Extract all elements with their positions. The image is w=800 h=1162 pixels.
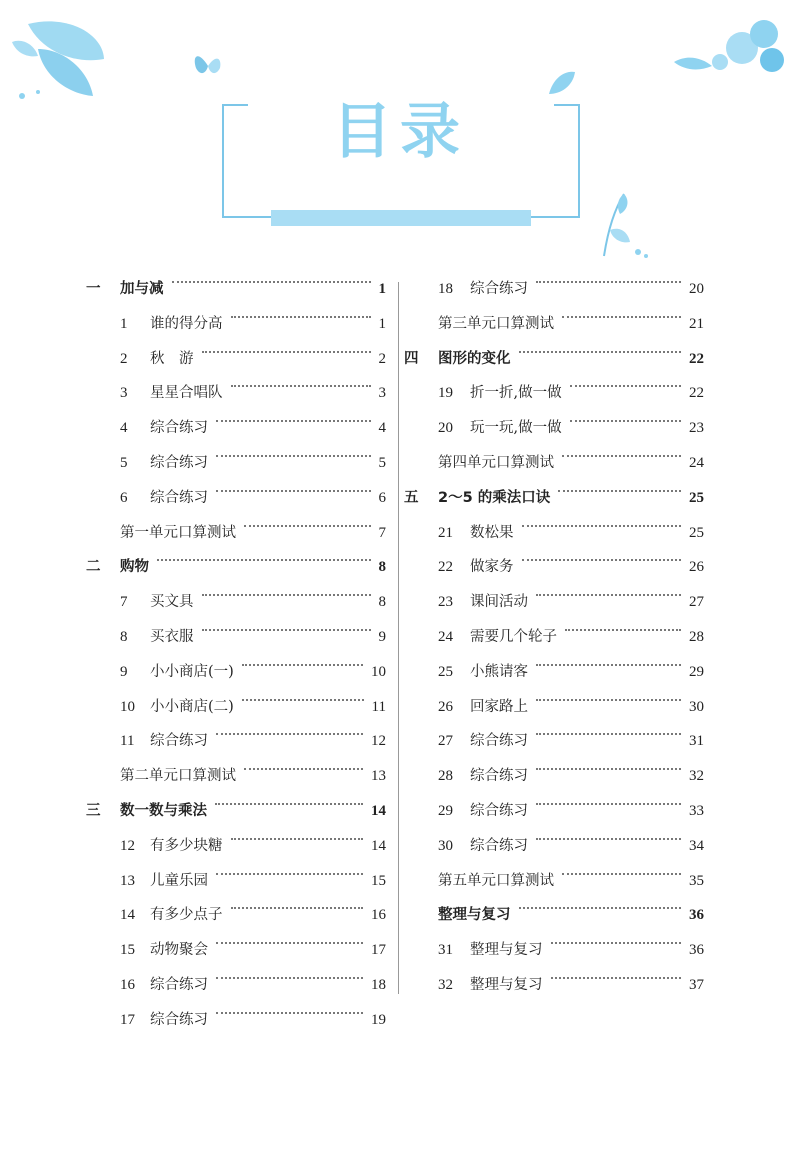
toc-entry-lesson[interactable]: [86, 690, 386, 725]
toc-entry-lesson[interactable]: [86, 724, 386, 759]
entry-title: 买文具: [150, 594, 194, 611]
toc-entry-lesson[interactable]: [86, 376, 386, 411]
dot-leader: [570, 385, 681, 387]
lesson-number: 24: [438, 628, 453, 645]
entry-title: 第五单元口算测试: [438, 872, 554, 889]
page-number: 7: [378, 524, 386, 541]
entry-title: 做家务: [470, 559, 514, 576]
page-number: 34: [689, 837, 704, 854]
lesson-number: 18: [438, 281, 453, 297]
dot-leader: [215, 803, 363, 805]
entry-title: 2～5 的乘法口诀: [438, 489, 551, 506]
toc-entry-lesson[interactable]: [404, 829, 704, 864]
page-number: 18: [371, 976, 386, 993]
lesson-number: 26: [438, 698, 453, 715]
toc-entry-lesson[interactable]: [86, 342, 386, 377]
toc-column-right: [404, 272, 704, 1003]
lesson-number: 3: [120, 385, 128, 402]
lesson-number: 27: [438, 733, 453, 750]
dot-leader: [216, 977, 363, 979]
dot-leader: [551, 977, 682, 979]
entry-title: 综合练习: [470, 802, 528, 819]
page-number: 22: [689, 350, 704, 367]
entry-title: 小小商店(二): [150, 698, 234, 715]
toc-entry-lesson[interactable]: [404, 272, 704, 307]
lesson-number: 1: [120, 315, 128, 332]
page-number: 25: [689, 489, 704, 506]
toc-entry-lesson[interactable]: [86, 829, 386, 864]
dot-leader: [551, 942, 682, 944]
dot-leader: [536, 281, 681, 283]
toc-entry-lesson[interactable]: [404, 620, 704, 655]
page-number: 32: [689, 768, 704, 785]
toc-entry-lesson[interactable]: [404, 411, 704, 446]
page-number: 23: [689, 420, 704, 437]
entry-title: 数松果: [470, 524, 514, 541]
entry-title: 综合练习: [150, 489, 208, 506]
butterfly-icon: [190, 46, 226, 86]
dot-leader: [562, 316, 681, 318]
page-number: 1: [378, 315, 386, 332]
lesson-number: 22: [438, 559, 453, 576]
lesson-number: 29: [438, 802, 453, 819]
lesson-number: 19: [438, 385, 453, 402]
unit-number: 二: [86, 559, 101, 576]
dot-leader: [216, 733, 363, 735]
toc-entry-unit[interactable]: [86, 550, 386, 585]
lesson-number: 5: [120, 454, 128, 471]
toc-entry-lesson[interactable]: [86, 481, 386, 516]
unit-number: 五: [404, 489, 419, 506]
toc-entry-lesson[interactable]: [86, 446, 386, 481]
entry-title: 第一单元口算测试: [120, 524, 236, 541]
page-number: 16: [371, 907, 386, 924]
toc-entry-lesson[interactable]: [86, 933, 386, 968]
toc-entry-lesson[interactable]: [404, 516, 704, 551]
page-number: 1: [378, 281, 386, 297]
lesson-number: 10: [120, 698, 135, 715]
dot-leader: [519, 351, 682, 353]
page-number: 19: [371, 1011, 386, 1028]
entry-title: 第二单元口算测试: [120, 768, 236, 785]
toc-entry-lesson[interactable]: [86, 411, 386, 446]
entry-title: 购物: [120, 559, 149, 576]
lesson-number: 4: [120, 420, 128, 437]
dot-leader: [216, 455, 371, 457]
column-divider: [398, 282, 399, 994]
dot-leader: [216, 873, 363, 875]
toc-entry-lesson[interactable]: [404, 968, 704, 1003]
page-number: 14: [371, 802, 386, 819]
dot-leader: [231, 838, 364, 840]
toc-column-left: [86, 272, 386, 1038]
lesson-number: 14: [120, 907, 135, 924]
page-number: 14: [371, 837, 386, 854]
toc-entry-lesson[interactable]: [86, 620, 386, 655]
dot-leader: [216, 420, 371, 422]
page-number: 20: [689, 281, 704, 297]
toc-entry-unit[interactable]: [86, 794, 386, 829]
lesson-number: 13: [120, 872, 135, 889]
dot-leader: [216, 490, 371, 492]
entry-title: 综合练习: [150, 454, 208, 471]
toc-entry-lesson[interactable]: [404, 759, 704, 794]
dot-leader: [216, 1012, 363, 1014]
toc-entry-lesson[interactable]: [404, 376, 704, 411]
page-number: 33: [689, 802, 704, 819]
lesson-number: 21: [438, 524, 453, 541]
lesson-number: 32: [438, 976, 453, 993]
toc-entry-lesson[interactable]: [86, 864, 386, 899]
toc-entry-lesson[interactable]: [86, 898, 386, 933]
dot-leader: [522, 525, 682, 527]
toc-entry-lesson[interactable]: [404, 933, 704, 968]
dot-leader: [244, 525, 371, 527]
entry-title: 小熊请客: [470, 663, 528, 680]
dot-leader: [562, 455, 681, 457]
entry-title: 综合练习: [150, 733, 208, 750]
page-number: 29: [689, 663, 704, 680]
page-number: 11: [371, 698, 386, 715]
unit-number: 四: [404, 350, 419, 367]
entry-title: 有多少块糖: [150, 837, 223, 854]
entry-title: 秋 游: [150, 350, 194, 367]
lesson-number: 30: [438, 837, 453, 854]
page-number: 12: [371, 733, 386, 750]
toc-entry-lesson[interactable]: [404, 724, 704, 759]
page-title: 目录: [332, 97, 468, 167]
page-number: 4: [378, 420, 386, 437]
entry-title: 买衣服: [150, 628, 194, 645]
entry-title: 玩一玩,做一做: [470, 420, 562, 437]
toc-entry-lesson[interactable]: [86, 307, 386, 342]
lesson-number: 16: [120, 976, 135, 993]
entry-title: 综合练习: [470, 281, 528, 297]
lesson-number: 2: [120, 350, 128, 367]
dot-leader: [536, 699, 681, 701]
toc-entry-test[interactable]: [404, 307, 704, 342]
lesson-number: 15: [120, 942, 135, 959]
lesson-number: 9: [120, 663, 128, 680]
entry-title: 整理与复习: [470, 942, 543, 959]
page-number: 22: [689, 385, 704, 402]
entry-title: 数一数与乘法: [120, 802, 207, 819]
lesson-number: 12: [120, 837, 135, 854]
dot-leader: [157, 559, 371, 561]
page-number: 3: [378, 385, 386, 402]
page-number: 10: [371, 663, 386, 680]
lesson-number: 11: [120, 733, 135, 750]
dot-leader: [231, 316, 371, 318]
flower-decoration-top-right: [672, 14, 792, 84]
dot-leader: [522, 559, 682, 561]
entry-title: 折一折,做一做: [470, 385, 562, 402]
page-number: 8: [378, 559, 386, 576]
toc-entry-lesson[interactable]: [86, 968, 386, 1003]
toc-entry-lesson[interactable]: [86, 655, 386, 690]
page-number: 25: [689, 524, 704, 541]
entry-title: 综合练习: [470, 837, 528, 854]
toc-entry-test[interactable]: [86, 759, 386, 794]
entry-title: 综合练习: [150, 976, 208, 993]
page-number: 2: [378, 350, 386, 367]
page-number: 28: [689, 628, 704, 645]
entry-title: 动物聚会: [150, 942, 208, 959]
plant-decoration-right: [594, 190, 654, 260]
entry-title: 综合练习: [470, 768, 528, 785]
dot-leader: [536, 838, 681, 840]
page-number: 36: [689, 907, 704, 924]
dot-leader: [244, 768, 363, 770]
dot-leader: [202, 594, 371, 596]
entry-title: 谁的得分高: [150, 315, 223, 332]
entry-title: 小小商店(一): [150, 663, 234, 680]
toc-entry-test[interactable]: [404, 864, 704, 899]
dot-leader: [536, 594, 681, 596]
dot-leader: [536, 768, 681, 770]
toc-entry-lesson[interactable]: [404, 655, 704, 690]
entry-title: 综合练习: [150, 420, 208, 437]
lesson-number: 17: [120, 1011, 135, 1028]
page-number: 30: [689, 698, 704, 715]
dot-leader: [231, 907, 364, 909]
toc-entry-lesson[interactable]: [404, 690, 704, 725]
dot-leader: [172, 281, 371, 283]
dot-leader: [202, 629, 371, 631]
lesson-number: 8: [120, 628, 128, 645]
dot-leader: [562, 873, 681, 875]
entry-title: 课间活动: [470, 594, 528, 611]
entry-title: 综合练习: [150, 1011, 208, 1028]
page-number: 36: [689, 942, 704, 959]
dot-leader: [242, 699, 364, 701]
entry-title: 需要几个轮子: [470, 628, 557, 645]
dot-leader: [536, 664, 681, 666]
page-number: 6: [378, 489, 386, 506]
toc-entry-unit[interactable]: [404, 481, 704, 516]
dot-leader: [519, 907, 682, 909]
page-number: 37: [689, 976, 704, 993]
entry-title: 整理与复习: [470, 976, 543, 993]
toc-entry-lesson[interactable]: [404, 794, 704, 829]
entry-title: 星星合唱队: [150, 385, 223, 402]
page-number: 26: [689, 559, 704, 576]
lesson-number: 23: [438, 594, 453, 611]
entry-title: 回家路上: [470, 698, 528, 715]
unit-number: 三: [86, 802, 101, 819]
unit-number: 一: [86, 281, 101, 297]
lesson-number: 31: [438, 942, 453, 959]
toc-entry-test[interactable]: [86, 516, 386, 551]
page-number: 9: [378, 628, 386, 645]
toc-entry-lesson[interactable]: [86, 585, 386, 620]
page-number: 8: [378, 594, 386, 611]
lesson-number: 28: [438, 768, 453, 785]
dot-leader: [536, 803, 681, 805]
dot-leader: [202, 351, 371, 353]
title-underline-bar: [271, 210, 531, 226]
toc-entry-lesson[interactable]: [86, 1003, 386, 1038]
dot-leader: [570, 420, 681, 422]
page-number: 17: [371, 942, 386, 959]
page-number: 21: [689, 315, 704, 332]
page-number: 24: [689, 454, 704, 471]
page-number: 15: [371, 872, 386, 889]
page-number: 35: [689, 872, 704, 889]
page-number: 5: [378, 454, 386, 471]
entry-title: 有多少点子: [150, 907, 223, 924]
dot-leader: [242, 664, 363, 666]
toc-entry-unit[interactable]: [86, 272, 386, 307]
entry-title: 第三单元口算测试: [438, 315, 554, 332]
dot-leader: [558, 490, 681, 492]
lesson-number: 20: [438, 420, 453, 437]
dot-leader: [216, 942, 363, 944]
entry-title: 儿童乐园: [150, 872, 208, 889]
toc-entry-test[interactable]: [404, 446, 704, 481]
entry-title: 整理与复习: [438, 907, 511, 924]
lesson-number: 25: [438, 663, 453, 680]
page-number: 13: [371, 768, 386, 785]
lesson-number: 6: [120, 489, 128, 506]
entry-title: 第四单元口算测试: [438, 454, 554, 471]
page-number: 31: [689, 733, 704, 750]
entry-title: 综合练习: [470, 733, 528, 750]
page-number: 27: [689, 594, 704, 611]
lesson-number: 7: [120, 594, 128, 611]
dot-leader: [231, 385, 371, 387]
toc-entry-unit[interactable]: [404, 342, 704, 377]
entry-title: 加与减: [120, 281, 164, 297]
toc-entry-lesson[interactable]: [404, 550, 704, 585]
dot-leader: [565, 629, 681, 631]
toc-entry-unit[interactable]: [404, 898, 704, 933]
dot-leader: [536, 733, 681, 735]
entry-title: 图形的变化: [438, 350, 511, 367]
toc-entry-lesson[interactable]: [404, 585, 704, 620]
